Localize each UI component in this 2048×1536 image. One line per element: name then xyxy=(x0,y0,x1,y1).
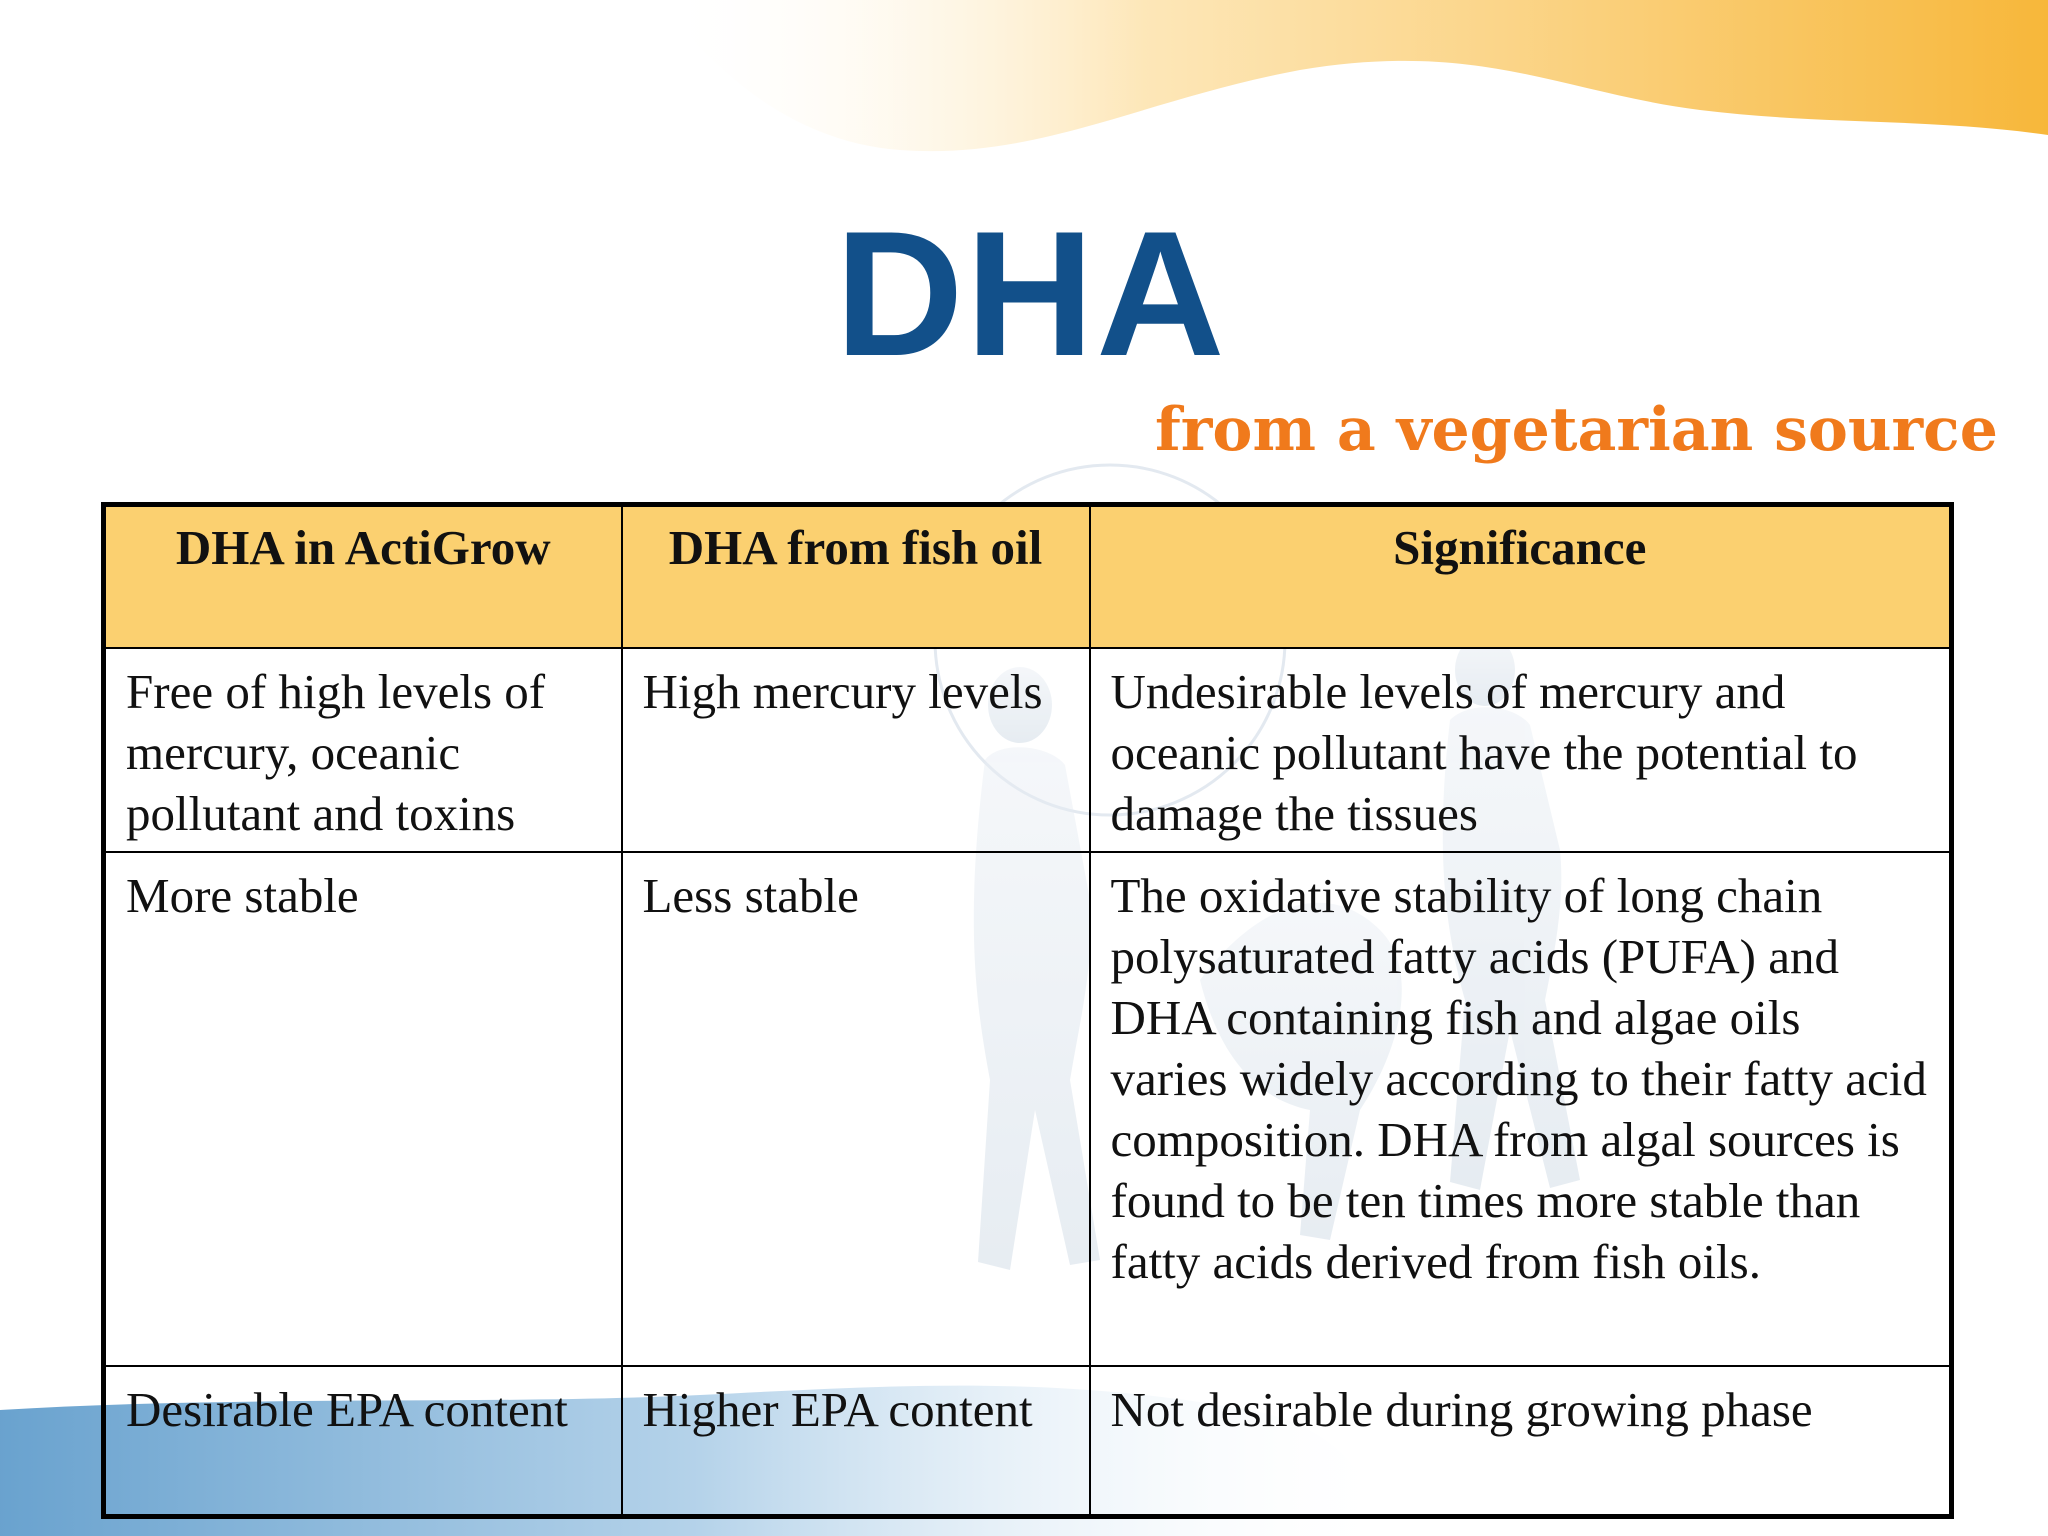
table-cell: Undesirable levels of mercury and oceanic pollutant have the potential to damage the tissues xyxy=(1090,648,1952,852)
table-cell: Free of high levels of mercury, oceanic pollutant and toxins xyxy=(104,648,622,852)
table-cell: Not desirable during growing phase xyxy=(1090,1366,1952,1517)
header-dha-fish-oil: DHA from fish oil xyxy=(622,505,1090,649)
table-cell: Less stable xyxy=(622,852,1090,1366)
table-header-row xyxy=(104,505,1952,649)
page-subtitle: from a vegetarian source xyxy=(1155,395,1998,465)
table-cell: Desirable EPA content xyxy=(104,1366,622,1517)
header-dha-actigrow: DHA in ActiGrow xyxy=(104,505,622,649)
table-cell: High mercury levels xyxy=(622,648,1090,852)
table-row xyxy=(104,648,1952,852)
table-row xyxy=(104,852,1952,1366)
comparison-table xyxy=(101,502,1954,1519)
table-cell: Higher EPA content xyxy=(622,1366,1090,1517)
header-significance: Significance xyxy=(1090,505,1952,649)
page-title: DHA xyxy=(835,194,1227,393)
table-cell: More stable xyxy=(104,852,622,1366)
table-row xyxy=(104,1366,1952,1517)
table-cell: The oxidative stability of long chain polysaturated fatty acids (PUFA) and DHA containing fish and algae oils varies widely according to their fatty acid composition. DHA from algal sources is found to be ten times more stable than fatty acids derived from fish oils. xyxy=(1090,852,1952,1366)
top-wave-shape xyxy=(660,0,2048,151)
